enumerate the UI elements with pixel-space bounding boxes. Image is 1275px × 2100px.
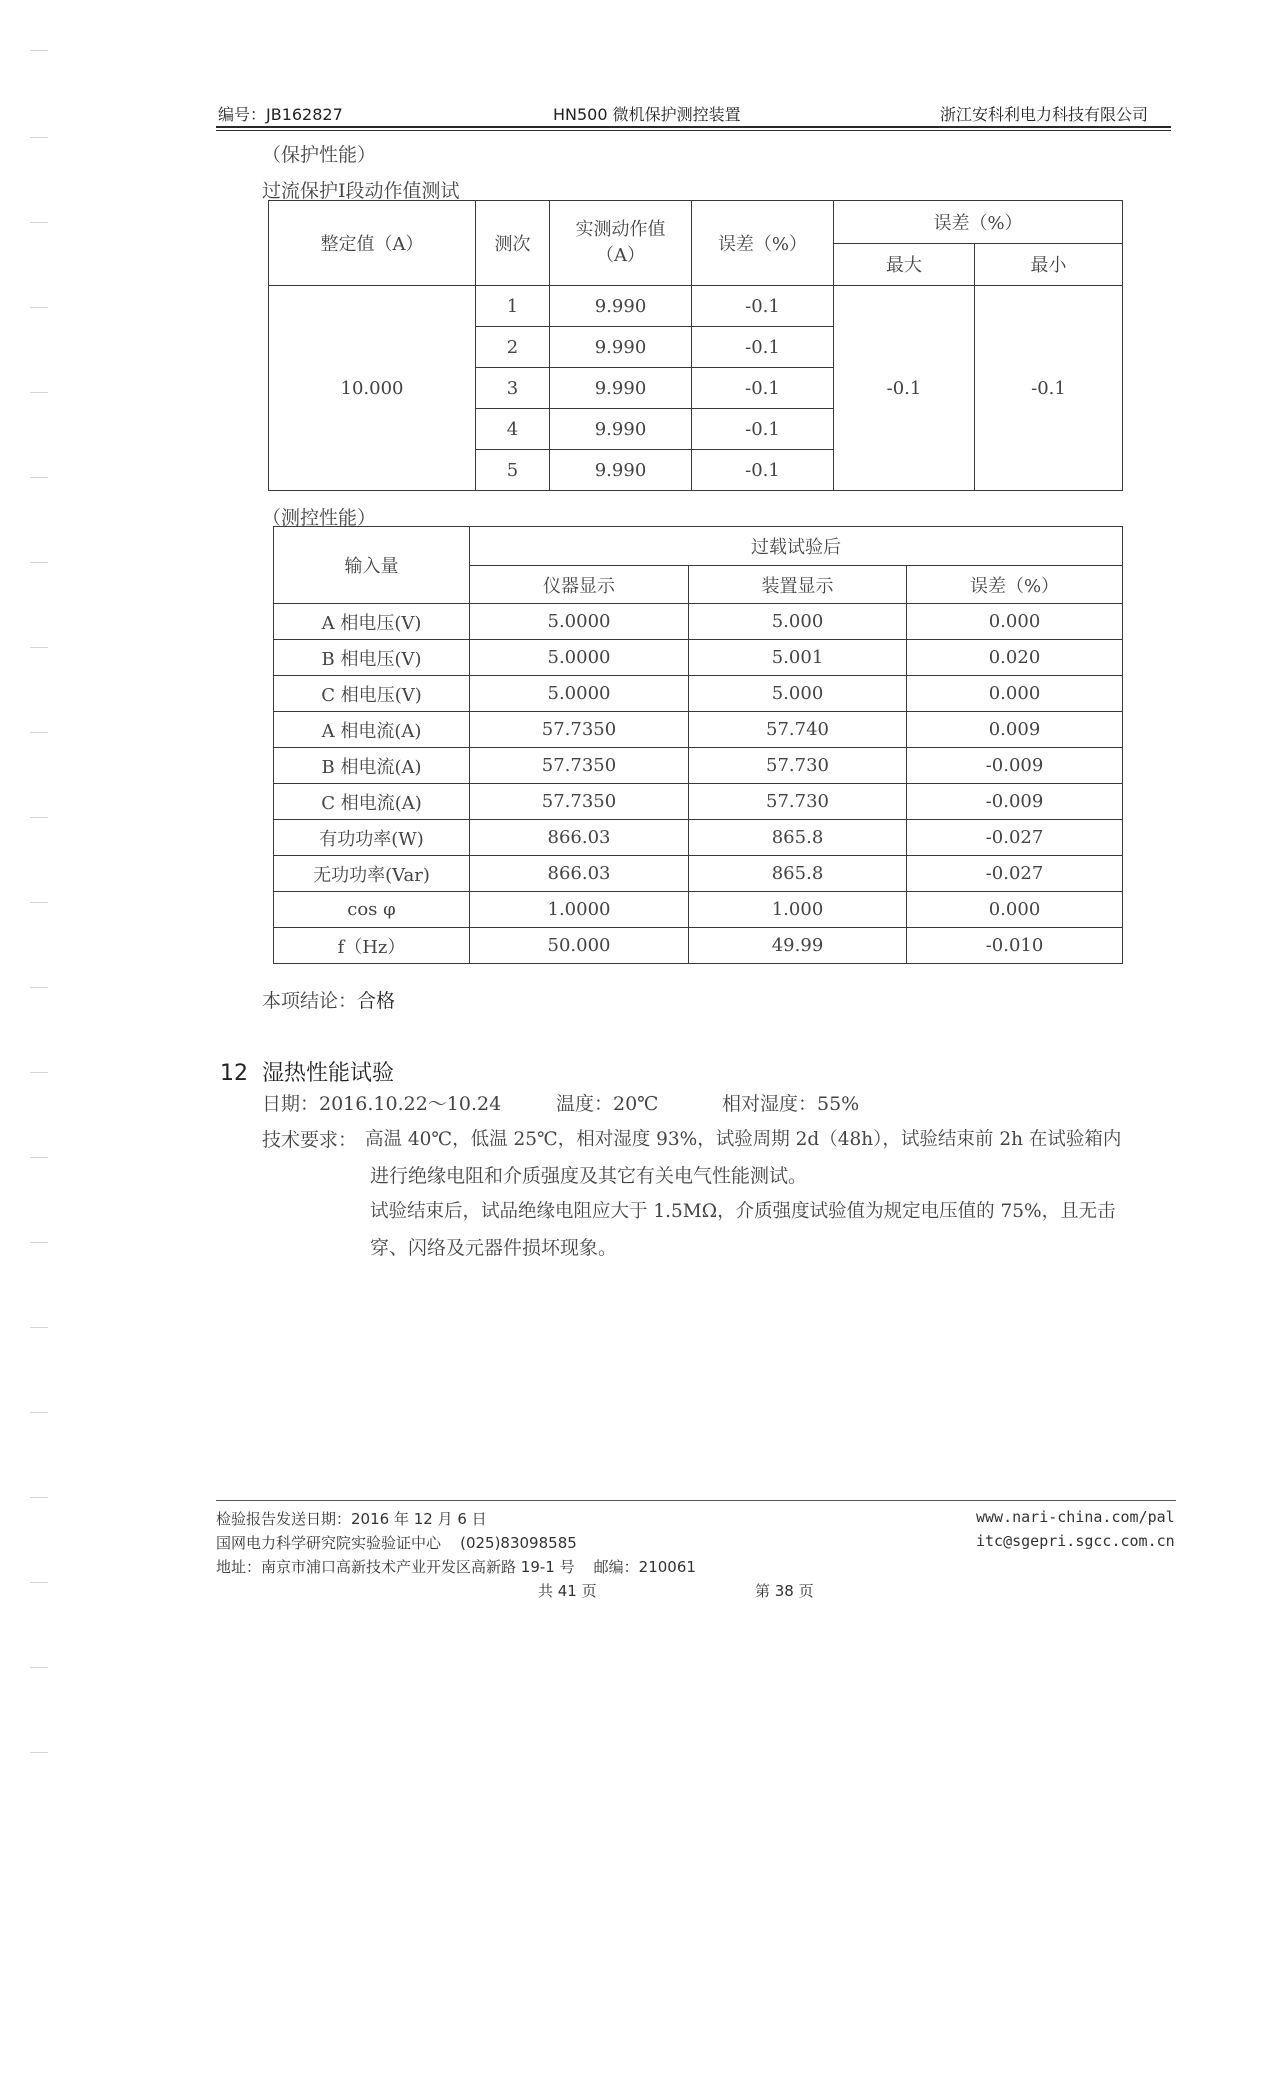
conclusion-value: 合格 [357,990,396,1012]
instrument-cell: 1.0000 [470,892,689,928]
postcode: 邮编：210061 [593,1558,696,1576]
error-cell: -0.027 [907,856,1123,892]
error-cell: 0.020 [907,640,1123,676]
address: 地址：南京市浦口高新技术产业开发区高新路 19-1 号 [216,1558,575,1576]
website-link[interactable]: www.nari-china.com/pal [976,1508,1175,1526]
product-name: HN500 微机保护测控装置 [553,105,741,124]
input-cell: C 相电压(V) [274,676,470,712]
conclusion [262,986,395,1013]
device-cell: 1.000 [689,892,907,928]
measured-cell: 9.990 [550,368,692,409]
header-min: 最小 [975,243,1123,286]
table-row [274,784,1123,820]
device-cell: 865.8 [689,856,907,892]
error-cell: 0.000 [907,892,1123,928]
input-cell: C 相电流(A) [274,784,470,820]
error-cell: -0.1 [692,450,834,491]
error-cell: -0.010 [907,928,1123,964]
measured-cell: 9.990 [550,409,692,450]
instrument-cell: 5.0000 [470,604,689,640]
error-cell: -0.027 [907,820,1123,856]
page-number: 第 38 页 [755,1582,814,1600]
instrument-cell: 866.03 [470,820,689,856]
table-row [274,640,1123,676]
input-cell: B 相电流(A) [274,748,470,784]
table-row [274,856,1123,892]
trial-cell: 3 [476,368,550,409]
input-cell: B 相电压(V) [274,640,470,676]
measurement-table [273,526,1123,964]
company-name: 浙江安科利电力科技有限公司 [940,105,1149,124]
table-row [274,892,1123,928]
device-cell: 865.8 [689,820,907,856]
header-error: 误差（%） [692,201,834,286]
overcurrent-test-table [268,200,1123,491]
error-cell: -0.1 [692,409,834,450]
instrument-cell: 57.7350 [470,748,689,784]
header-max: 最大 [834,243,975,286]
trial-cell: 5 [476,450,550,491]
header-input: 输入量 [274,527,470,604]
section-title: 湿热性能试验 [262,1061,395,1086]
overcurrent-test-title: 过流保护Ⅰ段动作值测试 [262,180,460,202]
requirement-line: 试验结束后，试品绝缘电阻应大于 1.5MΩ，介质强度试验值为规定电压值的 75%，且无击 [370,1201,1116,1222]
error-cell: 0.009 [907,712,1123,748]
error-cell: -0.009 [907,748,1123,784]
instrument-cell: 5.0000 [470,676,689,712]
input-cell: A 相电流(A) [274,712,470,748]
device-cell: 5.000 [689,604,907,640]
table-row [274,604,1123,640]
requirement-line: 进行绝缘电阻和介质强度及其它有关电气性能测试。 [370,1165,808,1187]
center-phone: (025)83098585 [460,1534,577,1552]
input-cell: f（Hz） [274,928,470,964]
error-cell: 0.000 [907,676,1123,712]
table-row [274,928,1123,964]
instrument-cell: 5.0000 [470,640,689,676]
input-cell: 有功功率(W) [274,820,470,856]
table-row [274,748,1123,784]
section-12-heading [220,1056,394,1087]
report-send-date: 检验报告发送日期：2016 年 12 月 6 日 [216,1510,487,1528]
protection-section-label: （保护性能） [262,144,377,166]
max-error: -0.1 [834,286,975,491]
instrument-cell: 866.03 [470,856,689,892]
instrument-cell: 57.7350 [470,784,689,820]
requirement-line: 穿、闪络及元器件损坏现象。 [370,1237,618,1259]
error-cell: -0.1 [692,368,834,409]
email-link[interactable]: itc@sgepri.sgcc.com.cn [976,1532,1175,1550]
test-center [216,1532,577,1553]
center-name: 国网电力科学研究院实验验证中心 [216,1534,442,1552]
instrument-cell: 50.000 [470,928,689,964]
device-cell: 57.730 [689,748,907,784]
device-cell: 57.730 [689,784,907,820]
measurement-section-label: （测控性能） [262,507,377,529]
header-rule-thin [216,130,1171,131]
device-cell: 5.000 [689,676,907,712]
trial-cell: 1 [476,286,550,327]
header-rule [216,126,1171,128]
min-error: -0.1 [975,286,1123,491]
device-cell: 49.99 [689,928,907,964]
device-cell: 5.001 [689,640,907,676]
header-error-group: 误差（%） [834,201,1123,244]
total-pages: 共 41 页 [538,1582,597,1600]
table-row [274,712,1123,748]
section-number: 12 [220,1061,248,1086]
header-device: 装置显示 [689,566,907,604]
header-error: 误差（%） [907,566,1123,604]
measured-cell: 9.990 [550,450,692,491]
error-cell: -0.1 [692,327,834,368]
requirement-line: 高温 40℃，低温 25℃，相对湿度 93%，试验周期 2d（48h），试验结束前 2h 在试验箱内 [365,1129,1122,1150]
header-overload-group: 过载试验后 [470,527,1123,566]
instrument-cell: 57.7350 [470,712,689,748]
address-line [216,1556,696,1577]
device-cell: 57.740 [689,712,907,748]
table-row [274,676,1123,712]
report-number: 编号：JB162827 [218,105,343,124]
conclusion-label: 本项结论： [262,990,358,1012]
trial-cell: 2 [476,327,550,368]
error-cell: 0.000 [907,604,1123,640]
error-cell: -0.009 [907,784,1123,820]
measured-cell: 9.990 [550,286,692,327]
setting-value: 10.000 [269,286,476,491]
test-humidity: 相对湿度：55% [722,1093,860,1115]
input-cell: A 相电压(V) [274,604,470,640]
header-trial: 测次 [476,201,550,286]
footer-rule [216,1500,1176,1501]
error-cell: -0.1 [692,286,834,327]
measured-cell: 9.990 [550,327,692,368]
requirement-label: 技术要求： [262,1129,358,1151]
header-measured: 实测动作值（A） [550,201,692,286]
table-row [274,820,1123,856]
header-setting: 整定值（A） [269,201,476,286]
input-cell: cos φ [274,892,470,928]
input-cell: 无功功率(Var) [274,856,470,892]
trial-cell: 4 [476,409,550,450]
header-instrument: 仪器显示 [470,566,689,604]
test-date: 日期：2016.10.22～10.24 [262,1093,502,1115]
test-temperature: 温度：20℃ [556,1093,659,1115]
